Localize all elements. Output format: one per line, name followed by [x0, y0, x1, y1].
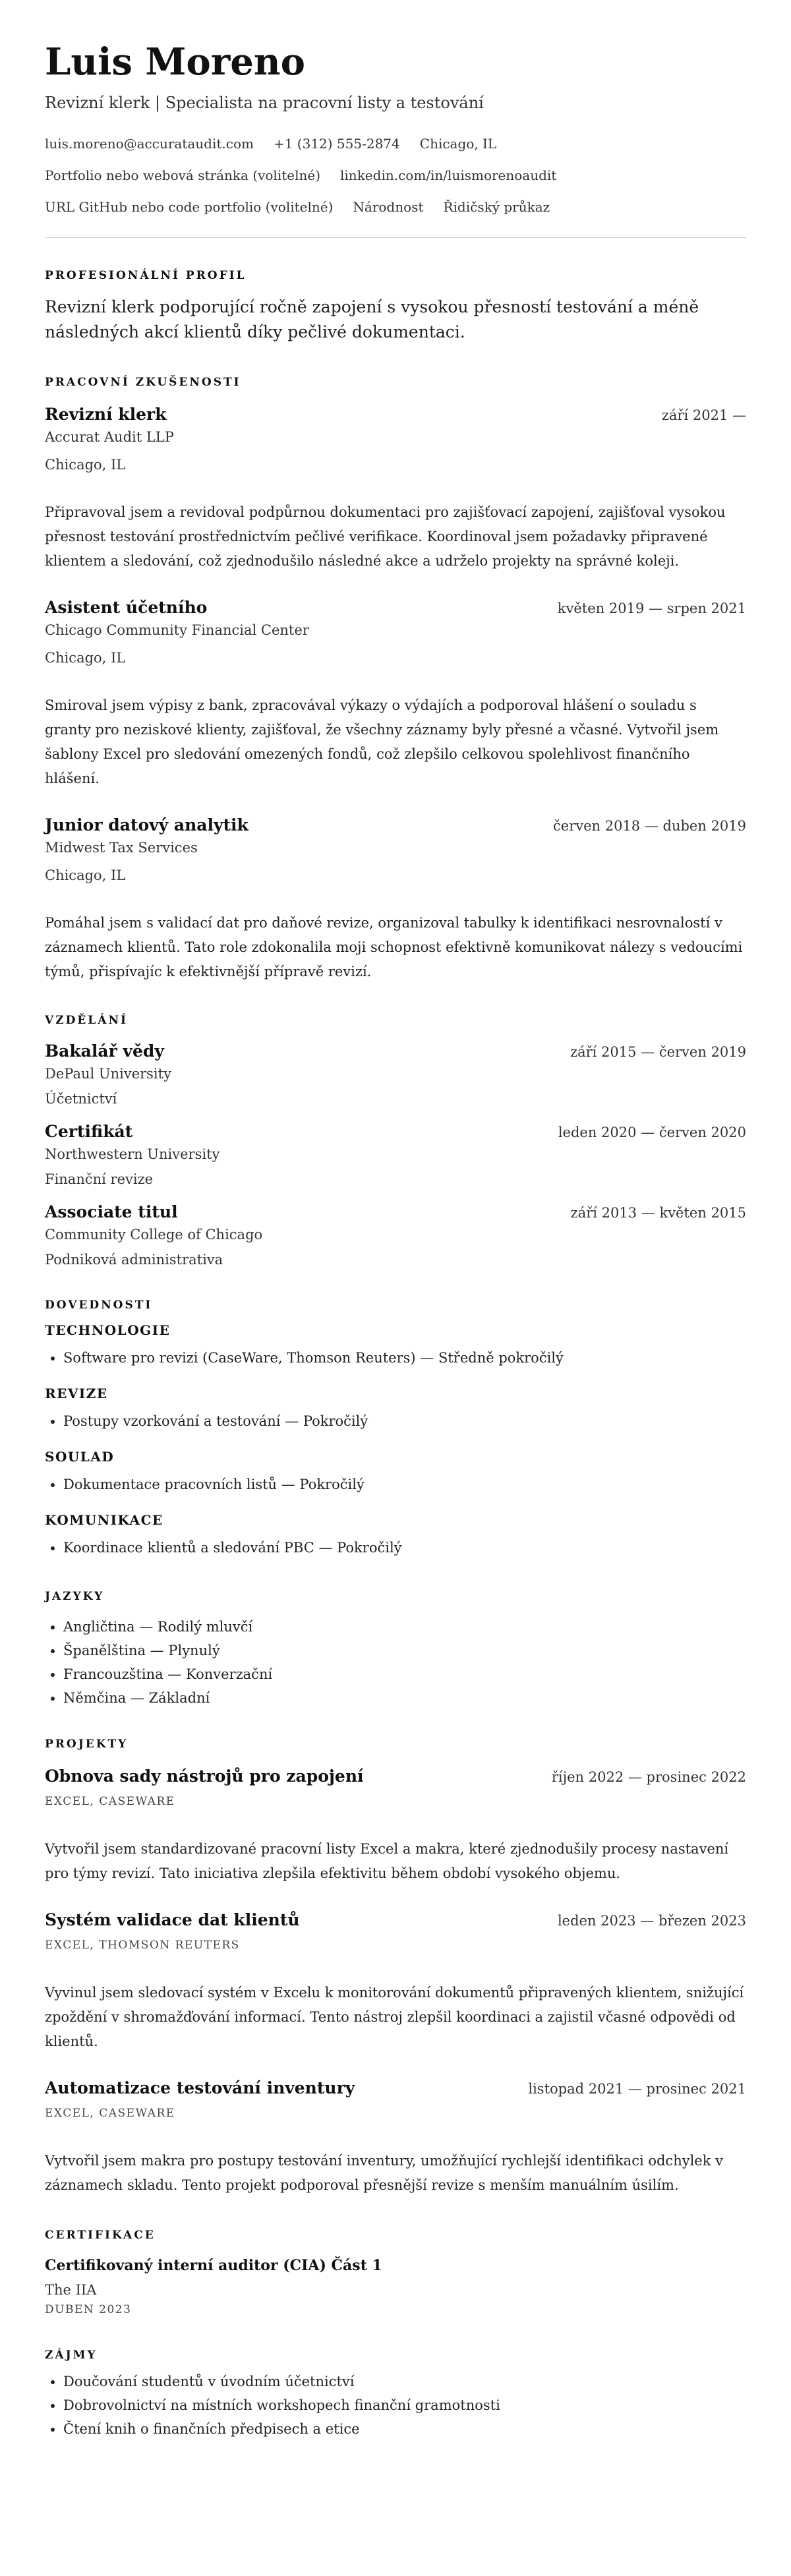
- header-divider: [45, 237, 746, 238]
- education-school: Northwestern University: [45, 1146, 220, 1162]
- project-entry: [45, 1910, 746, 2054]
- job-dates: červen 2018 — duben 2019: [553, 818, 746, 834]
- education-degree: Bakalář vědy: [45, 1041, 164, 1061]
- language-item: • Němčina — Základní: [63, 1688, 746, 1708]
- job-dates: květen 2019 — srpen 2021: [557, 600, 746, 616]
- project-name: Automatizace testování inventury: [45, 2078, 355, 2097]
- job-location: Chicago, IL: [45, 457, 126, 473]
- contact-phone[interactable]: +1 (312) 555-2874: [273, 136, 400, 152]
- section-title-skills: DOVEDNOSTI: [45, 1299, 153, 1312]
- job-role: Revizní klerk: [45, 405, 167, 424]
- experience-entry: [45, 815, 746, 984]
- skill-item: • Koordinace klientů a sledování PBC — Pokročilý: [63, 1538, 746, 1558]
- section-title-projects: PROJEKTY: [45, 1738, 129, 1751]
- skill-item: • Dokumentace pracovních listů — Pokročilý: [63, 1475, 746, 1494]
- project-name: Obnova sady nástrojů pro zapojení: [45, 1767, 364, 1786]
- project-tech: EXCEL, CASEWARE: [45, 1795, 175, 1808]
- skills-section: [45, 1298, 746, 1558]
- project-description: Vytvořil jsem standardizované pracovní listy Excel a makra, které zjednodušily procesy nastavení pro týmy revizí. Tato iniciativa zlepšila efektivitu během období vysokého objemu.: [45, 1841, 729, 1881]
- contact-row-links: [45, 166, 746, 185]
- education-dates: září 2013 — květen 2015: [570, 1205, 746, 1221]
- skill-list: [45, 1348, 746, 1368]
- job-description: Pomáhal jsem s validací dat pro daňové revize, organizoval tabulky k identifikaci nesrovnalostí v záznamech klientů. Tato role zdokonalila moji schopnost efektivně komunikovat nálezy s vedoucími týmů, přispívajíc k efektivnější přípravě revizí.: [45, 915, 743, 980]
- job-description: Smiroval jsem výpisy z bank, zpracovával výkazy o výdajích a podporoval hlášení o souladu s granty pro neziskové klienty, zajišťoval, že všechny záznamy byly přesné a včasné. Vytvořil jsem šablony Excel pro sledování omezených fondů, což zlepšilo celkovou spolehlivost finančního hlášení.: [45, 697, 719, 786]
- language-item: • Angličtina — Rodilý mluvčí: [63, 1617, 746, 1637]
- contact-portfolio[interactable]: Portfolio nebo webová stránka (volitelné): [45, 167, 321, 183]
- education-degree: Associate titul: [45, 1202, 178, 1221]
- section-title-languages: JAZYKY: [45, 1590, 105, 1603]
- job-company: Midwest Tax Services: [45, 840, 198, 856]
- experience-section: [45, 375, 746, 984]
- profile-text: Revizní klerk podporující ročně zapojení s vysokou přesností testování a méně následných akcí klientů díky pečlivé dokumentaci.: [45, 297, 699, 341]
- contact-github[interactable]: URL GitHub nebo code portfolio (volitelné): [45, 199, 334, 215]
- contact-row-primary: [45, 134, 746, 153]
- education-field: Finanční revize: [45, 1171, 154, 1187]
- skill-category-title: KOMUNIKACE: [45, 1512, 163, 1528]
- section-title-experience: PRACOVNÍ ZKUŠENOSTI: [45, 376, 241, 389]
- education-dates: září 2015 — červen 2019: [570, 1044, 746, 1060]
- certification-issuer: The IIA: [45, 2282, 97, 2298]
- interests-section: [45, 2348, 746, 2439]
- job-description: Připravoval jsem a revidoval podpůrnou dokumentaci pro zajišťovací zapojení, zajišťoval vysokou přesnost testování prostřednictvím pečlivé verifikace. Koordinoval jsem požadavky připravené klientem a sledování, což zjednodušilo následné akce a udrželo projekty na správné koleji.: [45, 504, 726, 569]
- project-description: Vytvořil jsem makra pro postupy testování inventury, umožňující rychlejší identifikaci odchylek v záznamech skladu. Tento projekt podporoval přesnější revize s menším manuálním úsilím.: [45, 2153, 723, 2193]
- skill-list: [45, 1475, 746, 1494]
- contact-nationality: Národnost: [353, 199, 424, 215]
- project-tech: EXCEL, THOMSON REUTERS: [45, 1939, 240, 1952]
- language-list: [45, 1617, 746, 1708]
- project-tech: EXCEL, CASEWARE: [45, 2107, 175, 2120]
- section-title-certifications: CERTIFIKACE: [45, 2229, 156, 2242]
- interest-item: • Doučování studentů v úvodním účetnictví: [63, 2372, 746, 2391]
- contact-linkedin[interactable]: linkedin.com/in/luismorenoaudit: [340, 167, 557, 183]
- profile-section: [45, 268, 746, 345]
- section-title-education: VZDĚLÁNÍ: [45, 1014, 128, 1027]
- job-location: Chicago, IL: [45, 650, 126, 666]
- experience-entry: [45, 597, 746, 791]
- project-dates: říjen 2022 — prosinec 2022: [551, 1769, 746, 1785]
- project-dates: listopad 2021 — prosinec 2021: [528, 2081, 746, 2097]
- certifications-section: [45, 2228, 746, 2318]
- skill-category-title: TECHNOLOGIE: [45, 1322, 171, 1338]
- education-degree: Certifikát: [45, 1122, 133, 1141]
- project-description: Vyvinul jsem sledovací systém v Excelu k monitorování dokumentů připravených klientem, snižující zpoždění v shromažďování informací. Tento nástroj zlepšil koordinaci a zajistil včasné odpovědi od klientů.: [45, 1985, 744, 2049]
- job-company: Chicago Community Financial Center: [45, 622, 309, 638]
- skill-category-title: SOULAD: [45, 1449, 115, 1465]
- contact-location: Chicago, IL: [419, 136, 497, 152]
- certification-name: Certifikovaný interní auditor (CIA) Část 1: [45, 2257, 382, 2274]
- skill-list: [45, 1411, 746, 1431]
- education-field: Účetnictví: [45, 1091, 117, 1107]
- education-entry: [45, 1202, 746, 1269]
- job-role: Asistent účetního: [45, 598, 208, 617]
- education-school: Community College of Chicago: [45, 1227, 263, 1243]
- candidate-name: Luis Moreno: [45, 40, 305, 84]
- section-title-interests: ZÁJMY: [45, 2349, 98, 2362]
- languages-section: [45, 1589, 746, 1708]
- contact-license: Řidičský průkaz: [443, 199, 550, 215]
- language-item: • Španělština — Plynulý: [63, 1641, 746, 1660]
- candidate-headline: Revizní klerk | Specialista na pracovní listy a testování: [45, 94, 484, 112]
- interest-list: [45, 2372, 746, 2439]
- education-entry: [45, 1041, 746, 1108]
- job-company: Accurat Audit LLP: [45, 429, 174, 445]
- resume-header: [45, 41, 746, 238]
- skill-item: • Software pro revizi (CaseWare, Thomson Reuters) — Středně pokročilý: [63, 1348, 746, 1368]
- education-section: [45, 1013, 746, 1269]
- skill-category-title: REVIZE: [45, 1386, 108, 1401]
- certification-date: DUBEN 2023: [45, 2303, 132, 2316]
- education-school: DePaul University: [45, 1066, 171, 1082]
- job-dates: září 2021 —: [661, 407, 746, 423]
- project-entry: [45, 1766, 746, 1886]
- job-location: Chicago, IL: [45, 867, 126, 883]
- skill-list: [45, 1538, 746, 1558]
- interest-item: • Čtení knih o finančních předpisech a etice: [63, 2419, 746, 2439]
- interest-item: • Dobrovolnictví na místních workshopech finanční gramotnosti: [63, 2395, 746, 2415]
- education-entry: [45, 1121, 746, 1188]
- certification-entry: [45, 2256, 746, 2318]
- contact-row-extra: [45, 198, 746, 216]
- section-title-profile: PROFESIONÁLNÍ PROFIL: [45, 269, 247, 282]
- project-name: Systém validace dat klientů: [45, 1910, 300, 1929]
- project-dates: leden 2023 — březen 2023: [557, 1913, 746, 1929]
- education-dates: leden 2020 — červen 2020: [558, 1125, 746, 1140]
- job-role: Junior datový analytik: [45, 815, 249, 834]
- language-item: • Francouzština — Konverzační: [63, 1664, 746, 1684]
- projects-section: [45, 1737, 746, 2198]
- experience-entry: [45, 404, 746, 573]
- project-entry: [45, 2078, 746, 2198]
- skill-item: • Postupy vzorkování a testování — Pokročilý: [63, 1411, 746, 1431]
- contact-email[interactable]: luis.moreno@accurataudit.com: [45, 136, 254, 152]
- education-field: Podniková administrativa: [45, 1252, 223, 1268]
